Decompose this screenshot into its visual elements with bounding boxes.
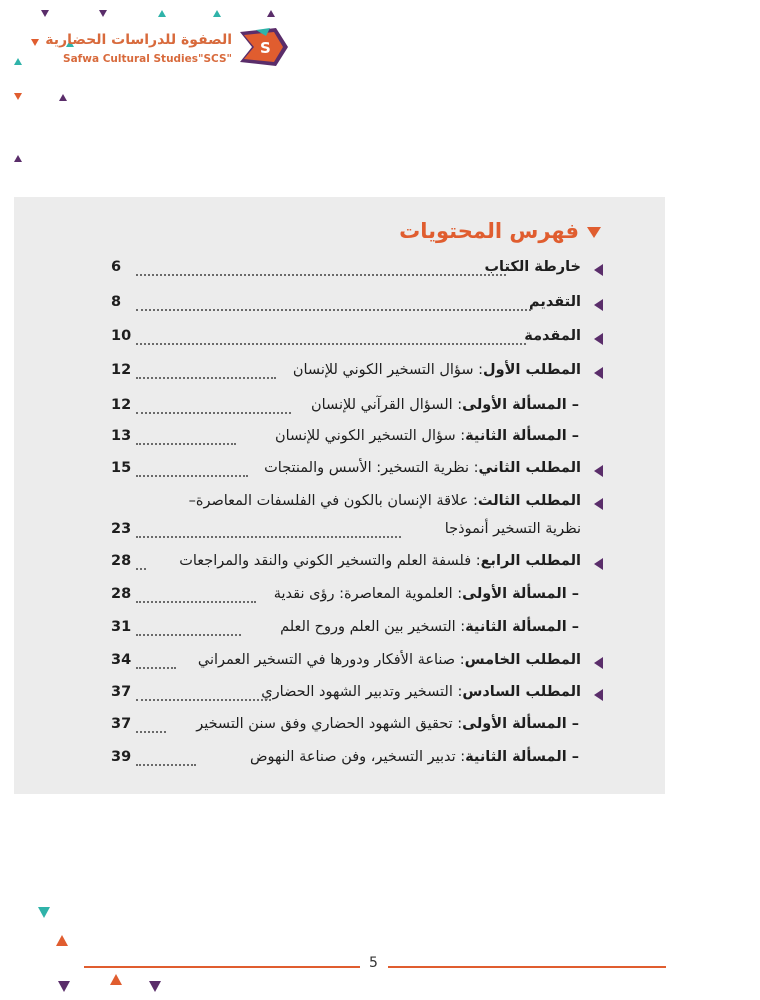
- decor-triangle: [14, 58, 22, 65]
- toc-entry[interactable]: [111, 458, 601, 484]
- page-number: 28: [111, 553, 132, 569]
- entry-title-continuation: نظرية التسخير أنموذجا: [444, 521, 581, 537]
- entry-title: – المسألة الأولى: السؤال القرآني للإنسان: [310, 397, 579, 413]
- page-number: 23: [111, 521, 132, 537]
- leader-dots: [136, 377, 276, 379]
- entry-title: المطلب الخامس: صناعة الأفكار ودورها في التسخير العمراني: [197, 652, 581, 668]
- decor-triangle: [14, 93, 22, 100]
- bullet-arrow-icon: [594, 465, 603, 477]
- toc-entry[interactable]: [111, 426, 601, 452]
- decor-triangle: [110, 974, 122, 985]
- bullet-arrow-icon: [594, 498, 603, 510]
- leader-dots: [136, 343, 526, 345]
- decor-triangle: [58, 981, 70, 992]
- entry-title: المقدمة: [524, 328, 581, 344]
- decor-triangle: [267, 10, 275, 17]
- page-number: 12: [111, 397, 132, 413]
- entry-title: المطلب السادس: التسخير وتدبير الشهود الحضاري: [261, 684, 581, 700]
- toc-entry[interactable]: [111, 257, 601, 283]
- leader-dots: [136, 568, 146, 570]
- page-number-footer: 5: [369, 955, 378, 971]
- leader-dots: [136, 731, 166, 733]
- toc-entry[interactable]: [111, 682, 601, 708]
- toc-entry[interactable]: [111, 617, 601, 643]
- decor-triangle: [56, 935, 68, 946]
- page-number: 34: [111, 652, 132, 668]
- toc-entry[interactable]: [111, 292, 601, 318]
- decor-triangle: [213, 10, 221, 17]
- toc-entry[interactable]: [111, 360, 601, 386]
- toc-entry[interactable]: [111, 326, 601, 352]
- page-number: 13: [111, 428, 132, 444]
- entry-title: المطلب الرابع: فلسفة العلم والتسخير الكوني والنقد والمراجعات: [179, 553, 581, 569]
- bullet-arrow-icon: [594, 367, 603, 379]
- bullet-arrow-icon: [594, 264, 603, 276]
- entry-title: – المسألة الثانية: تدبير التسخير، وفن صناعة النهوض: [249, 749, 579, 765]
- toc-entry[interactable]: [111, 395, 601, 421]
- title-marker-icon: [587, 227, 601, 238]
- decor-triangle: [14, 155, 22, 162]
- leader-dots: [136, 764, 196, 766]
- bullet-arrow-icon: [594, 333, 603, 345]
- entry-title: – المسألة الثانية: التسخير بين العلم وروح العلم: [280, 619, 579, 635]
- decor-triangle: [41, 10, 49, 17]
- entry-title: خارطة الكتاب: [484, 259, 581, 275]
- page-number: 39: [111, 749, 132, 765]
- entry-title: – المسألة الأولى: تحقيق الشهود الحضاري وفق سنن التسخير: [196, 716, 579, 732]
- page-number: 37: [111, 716, 132, 732]
- logo-english-name: Safwa Cultural Studies"SCS": [63, 53, 232, 65]
- footer-rule-left: [84, 966, 360, 968]
- bullet-arrow-icon: [594, 558, 603, 570]
- bullet-arrow-icon: [594, 657, 603, 669]
- leader-dots: [136, 667, 176, 669]
- bullet-arrow-icon: [594, 689, 603, 701]
- page-number: 15: [111, 460, 132, 476]
- leader-dots: [136, 634, 241, 636]
- entry-title: – المسألة الثانية: سؤال التسخير الكوني للإنسان: [274, 428, 579, 444]
- entry-title: المطلب الأول: سؤال التسخير الكوني للإنسان: [292, 362, 581, 378]
- entry-title: المطلب الثالث: علاقة الإنسان بالكون في الفلسفات المعاصرة–: [188, 493, 581, 509]
- toc-entry[interactable]: [111, 650, 601, 676]
- bullet-arrow-icon: [594, 299, 603, 311]
- leader-dots: [136, 412, 291, 414]
- toc-entry[interactable]: [111, 491, 601, 547]
- decor-triangle: [99, 10, 107, 17]
- entry-title: المطلب الثاني: نظرية التسخير: الأسس والمنتجات: [264, 460, 581, 476]
- toc-entry[interactable]: [111, 551, 601, 577]
- page-number: 6: [111, 259, 122, 275]
- page-number: 31: [111, 619, 132, 635]
- toc-entry[interactable]: [111, 714, 601, 740]
- leader-dots: [136, 699, 271, 701]
- page-number: 28: [111, 586, 132, 602]
- svg-text:S: S: [260, 39, 271, 57]
- logo: [45, 22, 294, 74]
- page-number: 10: [111, 328, 132, 344]
- logo-arabic-name: الصفوة للدراسات الحضارية: [45, 32, 232, 48]
- leader-dots: [136, 309, 531, 311]
- entry-title: التقديم: [529, 294, 581, 310]
- leader-dots: [136, 475, 248, 477]
- leader-dots: [136, 443, 236, 445]
- leader-dots: [136, 536, 401, 538]
- toc-panel: [14, 197, 665, 794]
- leader-dots: [136, 274, 506, 276]
- decor-triangle: [149, 981, 161, 992]
- page-number: 12: [111, 362, 132, 378]
- decor-triangle: [38, 907, 50, 918]
- entry-title: – المسألة الأولى: العلموية المعاصرة: رؤى نقدية: [273, 586, 579, 602]
- toc-title: فهرس المحتويات: [399, 219, 601, 243]
- decor-triangle: [31, 39, 39, 46]
- leader-dots: [136, 601, 256, 603]
- footer-rule-right: [388, 966, 666, 968]
- toc-entry[interactable]: [111, 747, 601, 773]
- toc-entry[interactable]: [111, 584, 601, 610]
- page-number: 8: [111, 294, 122, 310]
- scs-logo-icon: [236, 26, 292, 68]
- decor-triangle: [158, 10, 166, 17]
- page-number: 37: [111, 684, 132, 700]
- decor-triangle: [59, 94, 67, 101]
